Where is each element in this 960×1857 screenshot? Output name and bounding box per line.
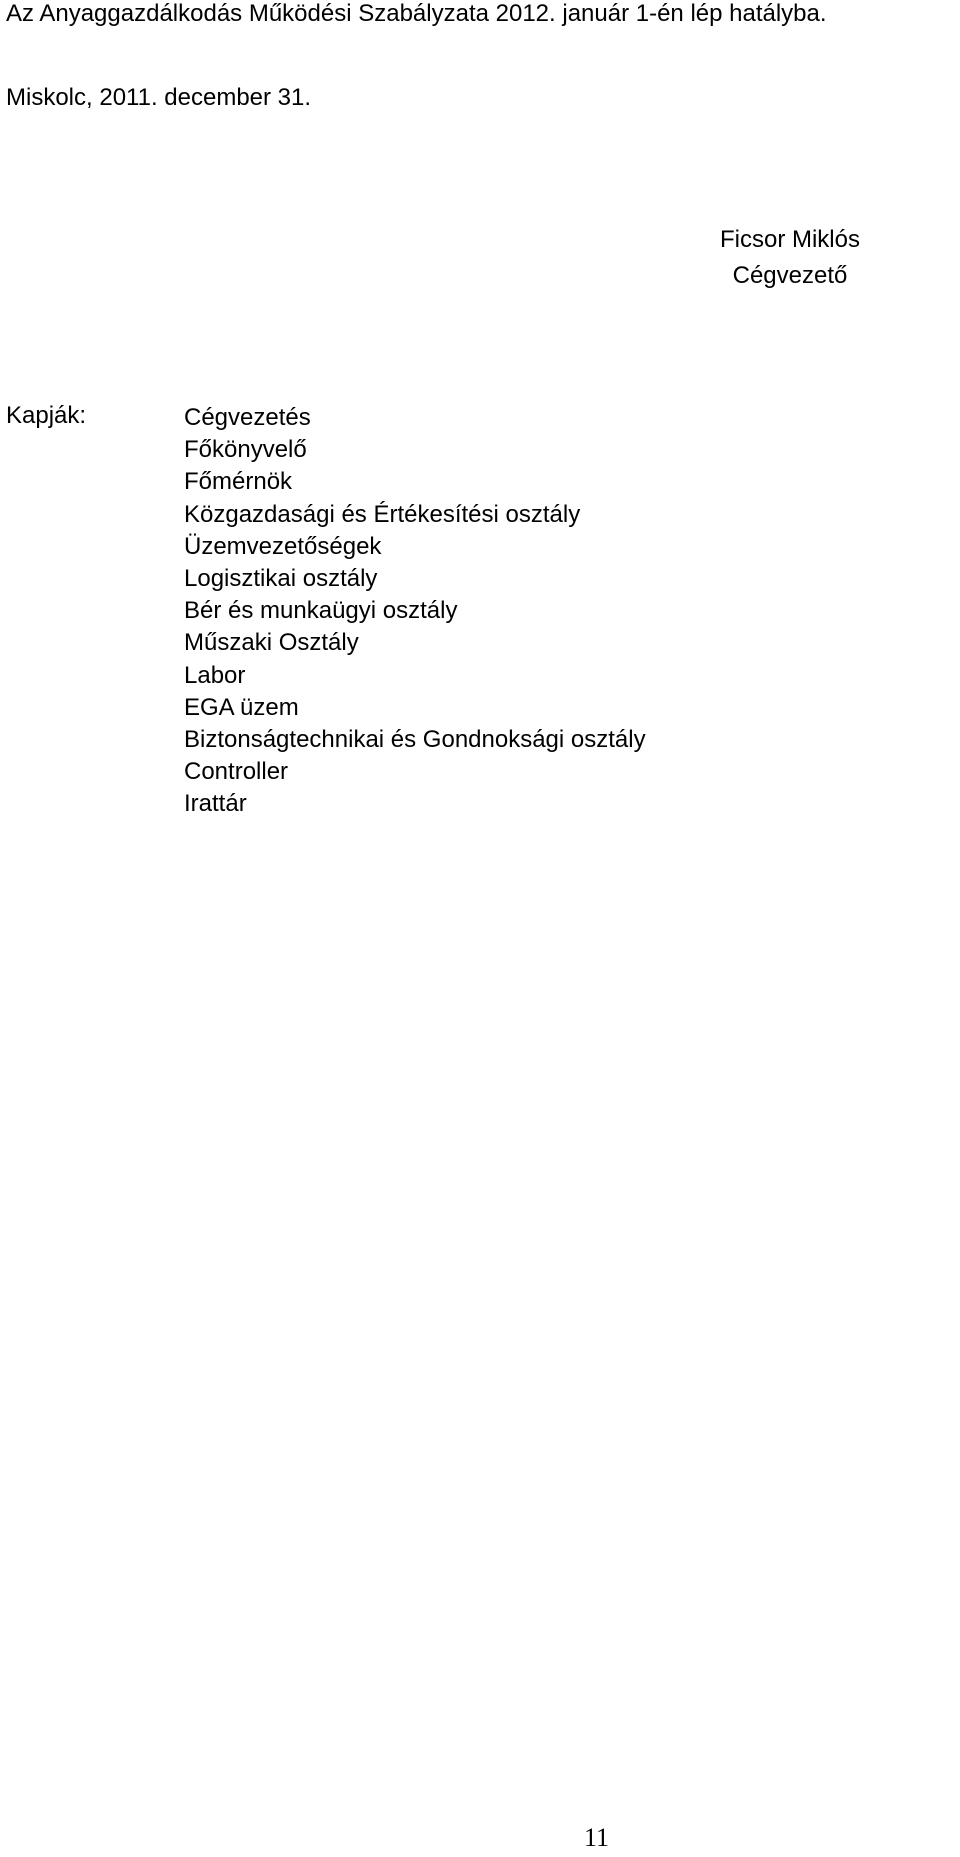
recipient-item: Labor	[184, 661, 246, 689]
signatory-name: Ficsor Miklós	[719, 226, 860, 253]
recipient-item: Logisztikai osztály	[184, 565, 378, 593]
recipient-item: Biztonságtechnikai és Gondnoksági osztály	[184, 726, 646, 754]
recipient-item: Cégvezetés	[184, 404, 311, 431]
recipient-item: Irattár	[184, 790, 247, 818]
recipients-list	[184, 402, 646, 821]
effective-date-statement: Az Anyaggazdálkodás Működési Szabályzata 2012. január 1-én lép hatályba.	[6, 0, 827, 27]
recipient-item: EGA üzem	[184, 693, 299, 721]
recipient-item: Bér és munkaügyi osztály	[184, 597, 458, 625]
recipients-label: Kapják:	[6, 402, 87, 429]
recipient-item: Controller	[184, 758, 289, 786]
place-and-date: Miskolc, 2011. december 31.	[6, 84, 312, 111]
signatory-title: Cégvezető	[732, 262, 848, 289]
page-number: 11	[584, 1823, 610, 1852]
recipient-item: Közgazdasági és Értékesítési osztály	[184, 500, 581, 528]
recipient-item: Főmérnök	[184, 468, 293, 496]
recipient-item: Főkönyvelő	[184, 436, 307, 464]
signature-block	[690, 222, 890, 294]
recipient-item: Műszaki Osztály	[184, 629, 359, 657]
recipient-item: Üzemvezetőségek	[184, 532, 382, 560]
